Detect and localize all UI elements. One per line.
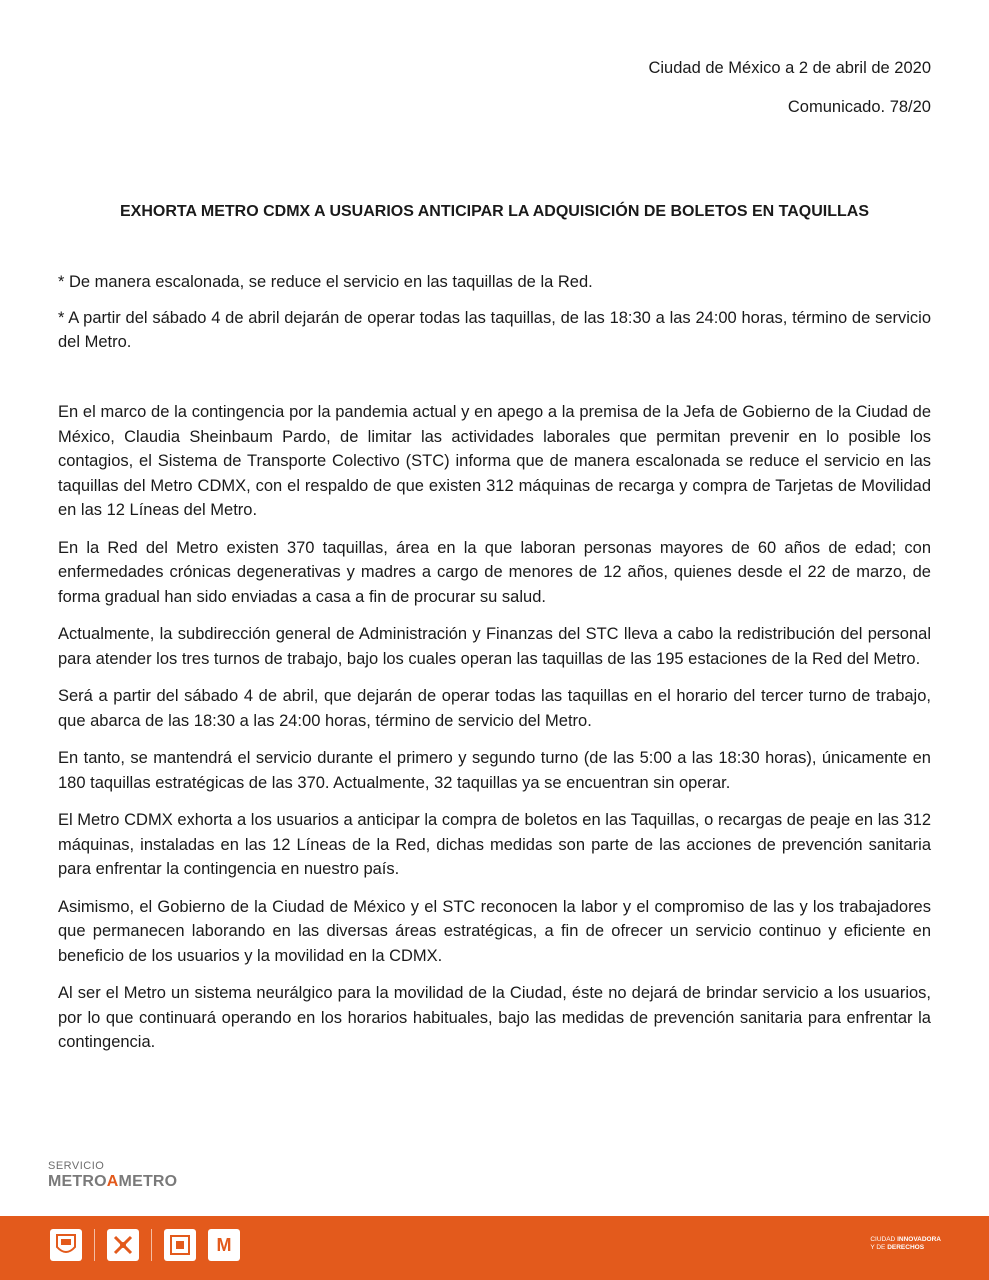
slogan-bold: DERECHOS	[887, 1244, 925, 1251]
slogan-line-1	[870, 1236, 941, 1244]
cdmx-shield-icon	[50, 1229, 82, 1261]
paragraph: En tanto, se mantendrá el servicio durante el primero y segundo turno (de las 5:00 a las 18:30 horas), únicamente en 180 taquillas estratégicas de las 370. Actualmente, 32 taquillas ya se encuentran sin operar.	[58, 749, 931, 792]
document-header	[648, 58, 931, 136]
government-logos	[50, 1229, 240, 1261]
logo-divider	[151, 1229, 152, 1261]
paragraph: En la Red del Metro existen 370 taquillas, área en la que laboran personas mayores de 60 años de edad; con enfermedades crónicas degenerativas y madres a cargo de menores de 12 años, quienes desde el 22 de marzo, de forma gradual han sido enviadas a casa a fin de procurar su salud.	[58, 538, 931, 606]
paragraph: En el marco de la contingencia por la pandemia actual y en apego a la premisa de la Jefa de Gobierno de la Ciudad de México, Claudia Sheinbaum Pardo, de limitar las actividades laborales que permitan prevenir en lo posible los contagios, el Sistema de Transporte Colectivo (STC) informa que de manera escalonada se reduce el servicio en las taquillas del Metro CDMX, con el respaldo de que existen 312 máquinas de recarga y compra de Tarjetas de Movilidad en las 12 Líneas del Metro.	[58, 403, 931, 519]
paragraph: Será a partir del sábado 4 de abril, que dejarán de operar todas las taquillas en el horario del tercer turno de trabajo, que abarca de las 18:30 a las 24:00 horas, término de servicio del Metro.	[58, 687, 931, 730]
brand-mark: A	[106, 1173, 119, 1190]
paragraph: El Metro CDMX exhorta a los usuarios a anticipar la compra de boletos en las Taquillas, o recargas de peaje en las 312 máquinas, instaladas en las 12 Líneas de la Red, dichas medidas son parte de las acciones de prevención sanitaria para enfrentar la contingencia en nuestro país.	[58, 811, 931, 878]
slogan-text: Y DE	[870, 1244, 888, 1251]
brand-right: METRO	[118, 1173, 178, 1190]
paragraph: Asimismo, el Gobierno de la Ciudad de México y el STC reconocen la labor y el compromiso de las y los trabajadores que permanecen laborando en las diversas áreas estratégicas, a fin de ofrecer un servicio continuo y eficiente en beneficio de los usuarios y la movilidad en la CDMX.	[58, 897, 931, 965]
metro-logo-icon: M	[208, 1229, 240, 1261]
paragraph: Al ser el Metro un sistema neurálgico para la movilidad de la Ciudad, éste no dejará de brindar servicio a los usuarios, por lo que continuará operando en los horarios habituales, bajo las medidas de prevención sanitaria para enfrentar la contingencia.	[58, 984, 931, 1051]
slogan-bold: INNOVADORA	[897, 1236, 941, 1243]
paragraph: Actualmente, la subdirección general de Administración y Finanzas del STC lleva a cabo la redistribución del personal para atender los tres turnos de trabajo, bajo los cuales operan las taquillas de las 195 estaciones de la Red del Metro.	[58, 625, 931, 668]
metro-brand-logo	[48, 1160, 177, 1191]
stc-pattern-icon	[164, 1229, 196, 1261]
cdmx-emblem-icon	[107, 1229, 139, 1261]
footer-band-content	[0, 1216, 989, 1280]
date-line: Ciudad de México a 2 de abril de 2020	[648, 59, 931, 77]
brand-left: METRO	[48, 1173, 107, 1190]
slogan-text: CIUDAD	[870, 1236, 898, 1243]
bullet-item: * A partir del sábado 4 de abril dejarán de operar todas las taquillas, de las 18:30 a las 24:00 horas, término de servicio del Metro.	[58, 309, 931, 351]
communique-number: Comunicado. 78/20	[787, 98, 931, 116]
bullet-item: * De manera escalonada, se reduce el servicio en las taquillas de la Red.	[58, 273, 593, 291]
document-title: EXHORTA METRO CDMX A USUARIOS ANTICIPAR LA ADQUISICIÓN DE BOLETOS EN TAQUILLAS	[119, 203, 870, 220]
slogan-line-2	[870, 1244, 941, 1252]
document-body	[58, 400, 931, 1068]
brand-wordmark	[48, 1173, 177, 1191]
logo-divider	[94, 1229, 95, 1261]
summary-bullets	[58, 270, 931, 366]
band-slogan	[870, 1236, 941, 1252]
brand-top-text: SERVICIO	[48, 1160, 105, 1172]
